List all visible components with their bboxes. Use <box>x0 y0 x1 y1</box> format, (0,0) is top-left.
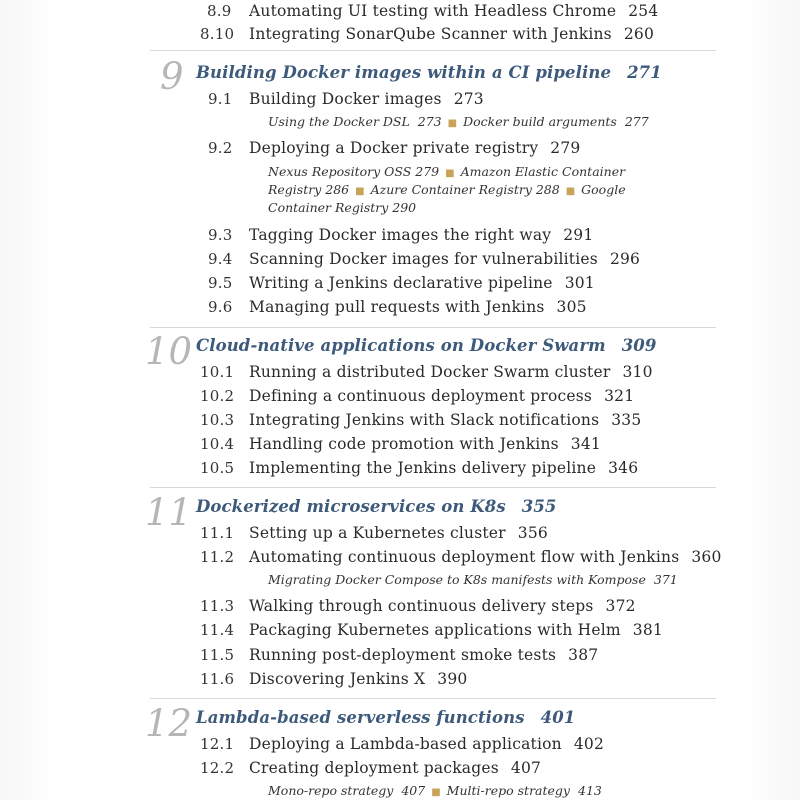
page-number: 260 <box>623 25 655 43</box>
chapter-title: Building Docker images within a CI pipeline <box>196 63 612 82</box>
section-title: Scanning Docker images for vulnerabilities <box>249 250 598 268</box>
section-number: 10.3 <box>200 411 235 429</box>
chapter-divider <box>150 50 716 51</box>
section-number: 11.1 <box>200 524 235 542</box>
chapter-heading[interactable] <box>196 63 662 82</box>
subsection-page: 371 <box>653 572 678 587</box>
section-number: 10.5 <box>200 459 235 477</box>
section-number: 11.5 <box>200 646 235 664</box>
chapter-divider <box>150 487 716 488</box>
section-number: 9.1 <box>208 90 233 108</box>
section-title: Automating UI testing with Headless Chrome <box>249 2 617 20</box>
page-number: 273 <box>453 90 484 108</box>
section-number: 8.10 <box>200 25 235 43</box>
page-number: 254 <box>628 2 659 20</box>
chapter-title: Cloud-native applications on Docker Swarm <box>196 336 606 355</box>
toc-entry[interactable] <box>249 363 653 381</box>
section-number: 11.2 <box>200 548 235 566</box>
chapter-page: 401 <box>540 708 576 727</box>
section-number: 9.5 <box>208 274 233 292</box>
subsection-entry[interactable]: Azure Container Registry 288 <box>370 182 560 197</box>
section-title: Walking through continuous delivery steps <box>249 597 594 615</box>
chapter-number: 12 <box>145 702 193 745</box>
section-number: 11.6 <box>200 670 235 688</box>
toc-entry[interactable] <box>249 646 598 664</box>
chapter-divider <box>150 327 716 328</box>
section-title: Defining a continuous deployment process <box>249 387 593 405</box>
bullet-separator: ■ <box>447 118 458 129</box>
toc-entry[interactable] <box>249 250 640 268</box>
subsection-entry[interactable]: Nexus Repository OSS 279 <box>268 164 440 179</box>
section-title: Packaging Kubernetes applications with Helm <box>249 621 621 639</box>
subsection-entry[interactable]: Registry 286 <box>268 182 350 197</box>
page-number: 291 <box>563 226 594 244</box>
toc-entry[interactable] <box>249 411 641 429</box>
toc-entry[interactable] <box>249 597 636 615</box>
section-title: Integrating Jenkins with Slack notifications <box>249 411 600 429</box>
chapter-title: Lambda-based serverless functions <box>196 708 525 727</box>
subsection-title[interactable]: Docker build arguments <box>463 114 617 129</box>
bullet-separator: ■ <box>355 186 365 197</box>
page-number: 346 <box>608 459 639 477</box>
page-number: 381 <box>632 621 663 639</box>
chapter-page: 309 <box>621 336 657 355</box>
chapter-number: 9 <box>160 55 184 98</box>
subsection-line <box>268 182 626 197</box>
subsection-entry[interactable]: Container Registry 290 <box>268 200 417 215</box>
chapter-heading[interactable] <box>196 497 557 516</box>
bullet-separator: ■ <box>431 787 441 798</box>
page-number: 390 <box>437 670 468 688</box>
section-title: Building Docker images <box>249 90 442 108</box>
bullet-separator: ■ <box>445 168 455 179</box>
section-title: Automating continuous deployment flow with Jenkins <box>249 548 680 566</box>
section-number: 9.2 <box>208 139 233 157</box>
page-number: 407 <box>510 759 542 777</box>
subsection-line <box>268 200 416 215</box>
section-number: 10.2 <box>200 387 235 405</box>
subsection-page: 413 <box>578 783 602 798</box>
page-number: 360 <box>691 548 722 566</box>
section-number: 11.4 <box>200 621 235 639</box>
toc-entry[interactable] <box>249 387 634 405</box>
section-title: Tagging Docker images the right way <box>249 226 552 244</box>
subsection-line <box>268 114 649 129</box>
section-title: Deploying a Lambda-based application <box>249 735 562 753</box>
section-title: Running post-deployment smoke tests <box>249 646 557 664</box>
chapter-page: 355 <box>521 497 557 516</box>
section-number: 9.4 <box>208 250 233 268</box>
section-title: Integrating SonarQube Scanner with Jenkins <box>249 25 612 43</box>
toc-entry[interactable] <box>249 524 548 542</box>
toc-entry[interactable] <box>249 298 587 316</box>
chapter-page: 271 <box>627 63 662 82</box>
toc-entry[interactable] <box>249 670 467 688</box>
section-title: Setting up a Kubernetes cluster <box>249 524 506 542</box>
subsection-title[interactable]: Mono-repo strategy <box>268 783 394 798</box>
subsection-line <box>268 572 678 587</box>
subsection-page: 407 <box>401 783 426 798</box>
section-title: Creating deployment packages <box>249 759 499 777</box>
page-number: 296 <box>609 250 641 268</box>
section-title: Deploying a Docker private registry <box>249 139 539 157</box>
section-number: 11.3 <box>200 597 235 615</box>
section-number: 12.2 <box>200 759 235 777</box>
chapter-title: Dockerized microservices on K8s <box>196 497 506 516</box>
subsection-line <box>268 783 602 798</box>
page-number: 310 <box>622 363 653 381</box>
subsection-title[interactable]: Using the Docker DSL <box>268 114 410 129</box>
toc-entry[interactable] <box>249 621 663 639</box>
section-number: 9.6 <box>208 298 233 316</box>
subsection-entry[interactable]: Google <box>581 182 626 197</box>
toc-entry[interactable] <box>249 548 722 566</box>
page-number: 387 <box>568 646 599 664</box>
section-number: 9.3 <box>208 226 233 244</box>
section-title: Handling code promotion with Jenkins <box>249 435 559 453</box>
toc-entry[interactable] <box>249 139 580 157</box>
section-number: 10.4 <box>200 435 235 453</box>
section-title: Implementing the Jenkins delivery pipeline <box>249 459 597 477</box>
page-number: 279 <box>550 139 581 157</box>
section-title: Writing a Jenkins declarative pipeline <box>249 274 553 292</box>
page-number: 301 <box>564 274 595 292</box>
subsection-page: 273 <box>417 114 442 129</box>
page-number: 321 <box>604 387 635 405</box>
chapter-heading[interactable] <box>196 336 656 355</box>
subsection-page: 277 <box>624 114 649 129</box>
section-title: Managing pull requests with Jenkins <box>249 298 545 316</box>
toc-entry[interactable] <box>249 759 541 777</box>
subsection-title[interactable]: Multi-repo strategy <box>446 783 570 798</box>
page-number: 372 <box>605 597 636 615</box>
chapter-number: 10 <box>145 330 193 373</box>
section-title: Discovering Jenkins X <box>249 670 426 688</box>
section-number: 12.1 <box>200 735 235 753</box>
chapter-divider <box>150 698 716 699</box>
section-number: 10.1 <box>200 363 235 381</box>
page-number: 402 <box>573 735 605 753</box>
page-number: 341 <box>570 435 601 453</box>
toc-entry[interactable] <box>249 274 595 292</box>
toc-entry[interactable] <box>249 226 593 244</box>
section-title: Running a distributed Docker Swarm cluster <box>249 363 611 381</box>
page-number: 305 <box>556 298 587 316</box>
toc-entry[interactable] <box>249 435 601 453</box>
page-number: 356 <box>517 524 548 542</box>
subsection-line <box>268 164 625 179</box>
toc-entry[interactable] <box>249 25 654 43</box>
toc-entry[interactable] <box>249 459 638 477</box>
toc-entry[interactable] <box>249 735 604 753</box>
chapter-heading[interactable] <box>196 708 575 727</box>
toc-entry[interactable] <box>249 90 484 108</box>
bullet-separator: ■ <box>565 186 576 197</box>
section-number: 8.9 <box>207 2 232 20</box>
subsection-entry[interactable]: Amazon Elastic Container <box>460 164 626 179</box>
toc-entry[interactable] <box>249 2 658 20</box>
chapter-number: 11 <box>145 491 193 534</box>
page-number: 335 <box>611 411 642 429</box>
subsection-title[interactable]: Migrating Docker Compose to K8s manifests with Kompose <box>268 572 646 587</box>
